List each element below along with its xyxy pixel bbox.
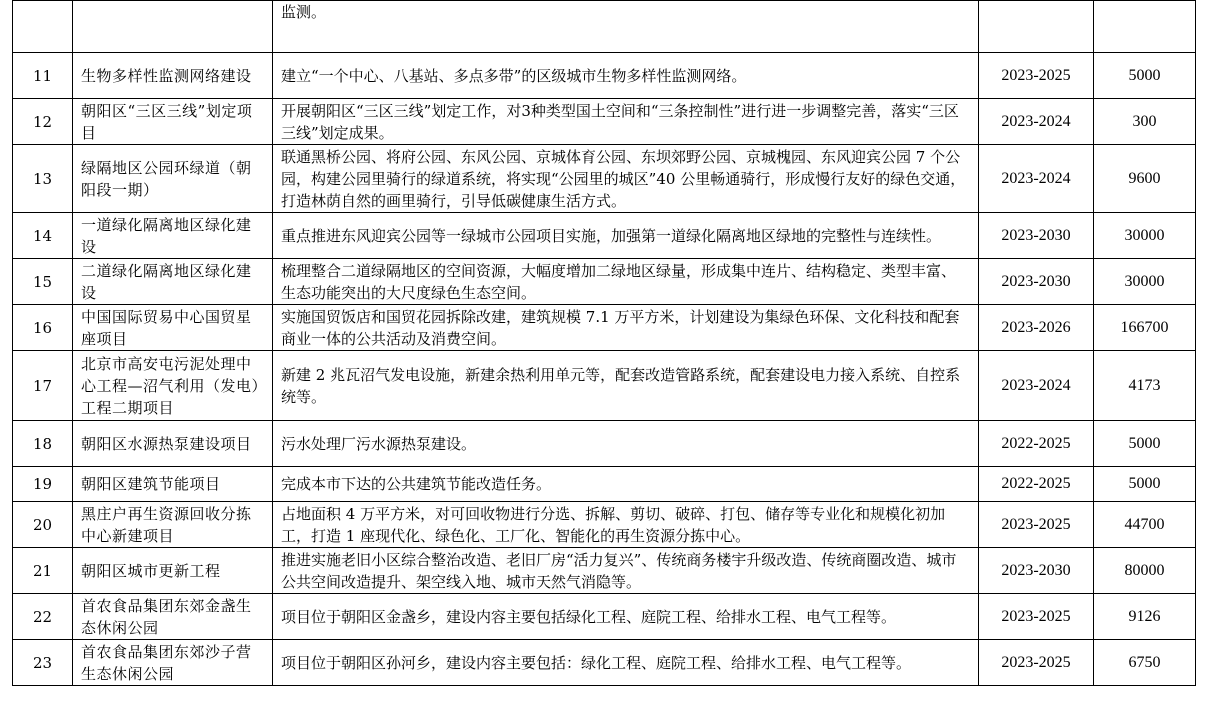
cell-investment: 5000: [1094, 467, 1196, 502]
cell-period: 2023-2025: [979, 502, 1094, 548]
table-row: [13, 305, 1196, 351]
cell-name: 生物多样性监测网络建设: [73, 53, 273, 99]
cell-description: 联通黑桥公园、将府公园、东风公园、京城体育公园、东坝郊野公园、京城槐园、东风迎宾公园 7 个公园，构建公园里骑行的绿道系统，将实现“公园里的城区”40 公里畅通骑行，形成慢行友好的绿色交通，打造林荫自然的画里骑行，引导低碳健康生活方式。: [273, 145, 979, 213]
cell-name: 中国国际贸易中心国贸星座项目: [73, 305, 273, 351]
cell-description: 新建 2 兆瓦沼气发电设施，新建余热利用单元等，配套改造管路系统，配套建设电力接入系统、自控系统等。: [273, 351, 979, 421]
cell-name: 一道绿化隔离地区绿化建设: [73, 213, 273, 259]
cell-investment: 4173: [1094, 351, 1196, 421]
cell-investment: 6750: [1094, 640, 1196, 686]
table-row: [13, 99, 1196, 145]
cell-investment: 80000: [1094, 548, 1196, 594]
cell-description: 重点推进东风迎宾公园等一绿城市公园项目实施，加强第一道绿化隔离地区绿地的完整性与连续性。: [273, 213, 979, 259]
cell-description: 项目位于朝阳区金盏乡，建设内容主要包括绿化工程、庭院工程、给排水工程、电气工程等。: [273, 594, 979, 640]
cell-investment: 166700: [1094, 305, 1196, 351]
cell-no: 15: [13, 259, 73, 305]
table-row: [13, 259, 1196, 305]
cell-no: [13, 1, 73, 53]
project-table: [12, 0, 1196, 686]
cell-description: 占地面积 4 万平方米，对可回收物进行分选、拆解、剪切、破碎、打包、储存等专业化和规模化初加工，打造 1 座现代化、绿色化、工厂化、智能化的再生资源分拣中心。: [273, 502, 979, 548]
cell-name: 绿隔地区公园环绿道（朝阳段一期）: [73, 145, 273, 213]
cell-period: 2023-2026: [979, 305, 1094, 351]
cell-period: 2023-2030: [979, 213, 1094, 259]
cell-investment: [1094, 1, 1196, 53]
cell-description: 梳理整合二道绿隔地区的空间资源，大幅度增加二绿地区绿量，形成集中连片、结构稳定、类型丰富、生态功能突出的大尺度绿色生态空间。: [273, 259, 979, 305]
table-row: [13, 467, 1196, 502]
cell-no: 12: [13, 99, 73, 145]
cell-name: [73, 1, 273, 53]
cell-name: 北京市高安屯污泥处理中心工程—沼气利用（发电）工程二期项目: [73, 351, 273, 421]
cell-description: 完成本市下达的公共建筑节能改造任务。: [273, 467, 979, 502]
table-row: [13, 145, 1196, 213]
cell-description: 实施国贸饭店和国贸花园拆除改建，建筑规模 7.1 万平方米，计划建设为集绿色环保、文化科技和配套商业一体的公共活动及消费空间。: [273, 305, 979, 351]
cell-no: 19: [13, 467, 73, 502]
cell-description: 污水处理厂污水源热泵建设。: [273, 421, 979, 467]
cell-description: 开展朝阳区“三区三线”划定工作，对3种类型国土空间和“三条控制性”进行进一步调整完善，落实“三区三线”划定成果。: [273, 99, 979, 145]
cell-period: [979, 1, 1094, 53]
cell-no: 11: [13, 53, 73, 99]
project-table-body: [13, 1, 1196, 686]
cell-description: 推进实施老旧小区综合整治改造、老旧厂房“活力复兴”、传统商务楼宇升级改造、传统商圈改造、城市公共空间改造提升、架空线入地、城市天然气消隐等。: [273, 548, 979, 594]
cell-period: 2023-2030: [979, 548, 1094, 594]
cell-investment: 300: [1094, 99, 1196, 145]
cell-period: 2023-2025: [979, 640, 1094, 686]
table-row: [13, 53, 1196, 99]
cell-no: 22: [13, 594, 73, 640]
cell-no: 16: [13, 305, 73, 351]
cell-period: 2023-2024: [979, 351, 1094, 421]
cell-investment: 5000: [1094, 421, 1196, 467]
table-row: [13, 351, 1196, 421]
table-row: [13, 213, 1196, 259]
table-row: [13, 640, 1196, 686]
cell-name: 首农食品集团东郊沙子营生态休闲公园: [73, 640, 273, 686]
cell-no: 23: [13, 640, 73, 686]
cell-period: 2023-2024: [979, 99, 1094, 145]
cell-name: 黑庄户再生资源回收分拣中心新建项目: [73, 502, 273, 548]
cell-investment: 5000: [1094, 53, 1196, 99]
cell-no: 17: [13, 351, 73, 421]
table-row-continuation: [13, 1, 1196, 53]
table-row: [13, 548, 1196, 594]
table-row: [13, 421, 1196, 467]
cell-name: 二道绿化隔离地区绿化建设: [73, 259, 273, 305]
table-row: [13, 502, 1196, 548]
cell-no: 20: [13, 502, 73, 548]
cell-no: 13: [13, 145, 73, 213]
cell-name: 朝阳区“三区三线”划定项目: [73, 99, 273, 145]
cell-period: 2023-2025: [979, 53, 1094, 99]
cell-no: 21: [13, 548, 73, 594]
cell-period: 2023-2025: [979, 594, 1094, 640]
cell-name: 朝阳区水源热泵建设项目: [73, 421, 273, 467]
cell-investment: 44700: [1094, 502, 1196, 548]
cell-investment: 9126: [1094, 594, 1196, 640]
cell-no: 14: [13, 213, 73, 259]
cell-period: 2023-2024: [979, 145, 1094, 213]
cell-no: 18: [13, 421, 73, 467]
cell-investment: 9600: [1094, 145, 1196, 213]
cell-name: 朝阳区建筑节能项目: [73, 467, 273, 502]
cell-name: 首农食品集团东郊金盏生态休闲公园: [73, 594, 273, 640]
cell-investment: 30000: [1094, 259, 1196, 305]
cell-name: 朝阳区城市更新工程: [73, 548, 273, 594]
cell-investment: 30000: [1094, 213, 1196, 259]
cell-description: 监测。: [273, 1, 979, 53]
cell-description: 建立“一个中心、八基站、多点多带”的区级城市生物多样性监测网络。: [273, 53, 979, 99]
table-row: [13, 594, 1196, 640]
cell-period: 2023-2030: [979, 259, 1094, 305]
cell-period: 2022-2025: [979, 421, 1094, 467]
cell-period: 2022-2025: [979, 467, 1094, 502]
cell-description: 项目位于朝阳区孙河乡，建设内容主要包括：绿化工程、庭院工程、给排水工程、电气工程等。: [273, 640, 979, 686]
